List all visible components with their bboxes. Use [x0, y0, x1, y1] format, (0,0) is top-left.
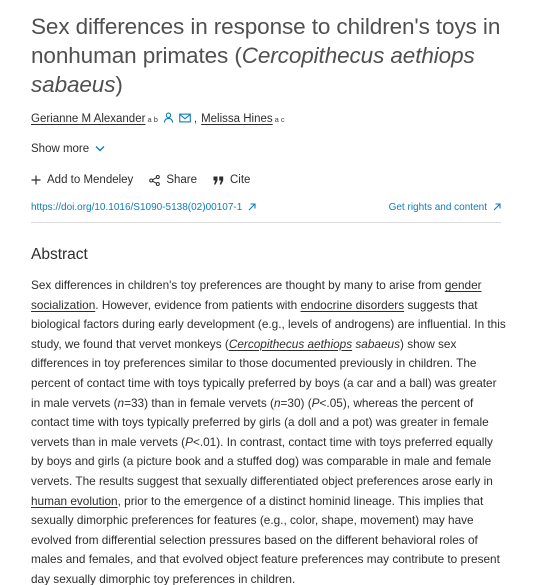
show-more-label: Show more	[31, 143, 90, 155]
chevron-down-icon	[95, 143, 105, 155]
rights-text: Get rights and content	[388, 201, 487, 213]
author-affiliation-hines[interactable]: a c	[274, 114, 285, 124]
abstract-segment: . However, evidence from patients with	[95, 297, 301, 312]
species-italic: sabaeus	[355, 336, 400, 351]
get-rights-link[interactable]	[389, 202, 501, 213]
abstract-segment: <.05), whereas the percent of contact time with toys typically preferred by girls (a doll and a pot) was greater in female vervets than in male vervets (	[31, 395, 489, 449]
section-divider	[31, 222, 501, 223]
endocrine-disorders-link[interactable]: endocrine disorders	[300, 297, 405, 312]
show-more-button[interactable]	[31, 141, 512, 157]
stat-italic: n	[117, 395, 125, 410]
author-list	[31, 111, 512, 127]
title-text: Sex differences in response to children's toys in nonhuman primates (	[31, 14, 501, 68]
article-actions	[31, 172, 512, 188]
cite-label: Cite	[230, 174, 251, 186]
abstract-segment: , prior to the emergence of a distinct hominid lineage. This implies that sexually dimorphic preferences for features (e.g., color, shape, movement) may have evolved from differential selection pressures based on the different behavioral roles of males and females, and that evolved object feature preferences may contribute to present day sexually dimorphic toy preferences in children.	[31, 493, 500, 585]
quote-icon	[213, 176, 224, 185]
doi-text: https://doi.org/10.1016/S1090-5138(02)00107-1	[31, 201, 243, 213]
abstract-segment: ) show sex differences in toy preferences similar to those documented previously in children. The percent of contact time with toys typically preferred by boys (a car and a ball) was greater in male vervets (	[31, 336, 497, 410]
share-icon	[149, 175, 160, 186]
stat-italic: n	[273, 395, 281, 410]
stat-italic: P	[311, 395, 320, 410]
abstract-segment: =30) (	[280, 395, 312, 410]
plus-icon	[31, 175, 41, 185]
gender-socialization-link[interactable]: gender socialization	[31, 278, 482, 312]
abstract-segment: suggests that biological factors during early development (e.g., levels of androgens) are influential. In this study, we found that vervet monkeys (	[31, 297, 506, 351]
article-title	[31, 12, 512, 99]
author-separator: ,	[193, 113, 198, 125]
abstract-segment: =33) than in female vervets (	[124, 395, 274, 410]
title-species: Cercopithecus aethiops sabaeus	[31, 43, 475, 97]
abstract-text	[31, 276, 507, 585]
abstract-heading: Abstract	[31, 246, 88, 263]
cite-button[interactable]	[213, 174, 250, 186]
doi-link[interactable]	[31, 202, 256, 213]
abstract-segment: <.01). In contrast, contact time with toys preferred equally by boys and girls (a picture book and a stuffed dog) was comparable in male and female vervets. The results suggest that sexually differentiated object preferences arose early in	[31, 434, 493, 488]
envelope-icon[interactable]	[179, 113, 191, 126]
external-arrow-icon	[493, 203, 501, 211]
share-label: Share	[166, 174, 197, 186]
title-end: )	[115, 72, 123, 97]
stat-italic: P	[185, 434, 193, 449]
add-to-mendeley-button[interactable]	[31, 174, 133, 186]
share-button[interactable]	[149, 174, 197, 186]
doi-row	[31, 200, 501, 214]
author-affiliation-alexander[interactable]: a b	[147, 114, 158, 124]
author-link-alexander[interactable]: Gerianne M Alexander	[31, 113, 146, 125]
add-to-mendeley-label: Add to Mendeley	[47, 174, 134, 186]
person-icon[interactable]	[163, 112, 174, 126]
cercopithecus-aethiops-link[interactable]: Cercopithecus aethiops	[228, 336, 353, 351]
author-link-hines[interactable]: Melissa Hines	[201, 113, 273, 125]
human-evolution-link[interactable]: human evolution	[31, 493, 118, 508]
abstract-segment: Sex differences in children's toy preferences are thought by many to arise from	[31, 278, 445, 292]
external-arrow-icon	[248, 203, 256, 211]
